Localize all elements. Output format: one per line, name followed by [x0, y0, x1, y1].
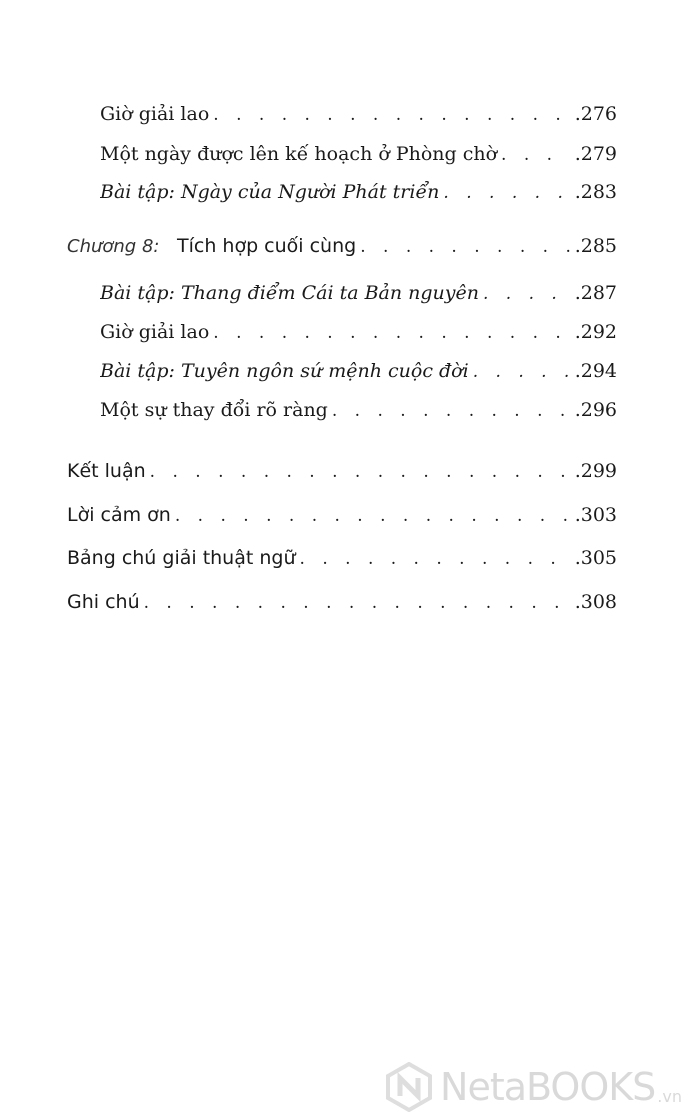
toc-entry-title: Ghi chú	[67, 591, 140, 613]
toc-entry	[100, 143, 617, 173]
toc-leader-dots	[501, 145, 571, 165]
toc-entry-title: Giờ giải lao	[100, 321, 210, 343]
toc-page-number: .305	[574, 547, 617, 569]
toc-chapter-entry	[67, 235, 617, 265]
toc-entry	[100, 103, 617, 133]
toc-backmatter-entry	[67, 547, 617, 577]
toc-entry	[100, 399, 617, 429]
toc-entry-title: Giờ giải lao	[100, 103, 210, 125]
toc-backmatter-entry	[67, 504, 617, 534]
toc-leader-dots	[150, 462, 571, 482]
toc-page-number: .283	[574, 181, 617, 203]
toc-page-number: .303	[574, 504, 617, 526]
toc-entry-prefix: Bài tập:	[100, 360, 175, 382]
toc-entry-exercise	[100, 360, 617, 390]
toc-entry-title: Thang điểm Cái ta Bản nguyên	[180, 282, 479, 304]
toc-page-number: .308	[574, 591, 617, 613]
toc-leader-dots	[213, 105, 570, 125]
toc-entry-exercise	[100, 282, 617, 312]
toc-entry-title: Lời cảm ơn	[67, 504, 171, 526]
toc-leader-dots	[443, 183, 570, 203]
toc-backmatter-entry	[67, 591, 617, 621]
toc-entry-prefix: Bài tập:	[100, 282, 175, 304]
watermark	[384, 1062, 682, 1112]
watermark-brand: NetaBOOKS	[440, 1065, 656, 1109]
toc-page-number: .294	[574, 360, 617, 382]
toc-leader-dots	[360, 237, 570, 257]
toc-page-number: .287	[574, 282, 617, 304]
toc-page-number: .299	[574, 460, 617, 482]
toc-leader-dots	[300, 549, 571, 569]
watermark-suffix: .vn	[657, 1087, 682, 1106]
toc-leader-dots	[175, 506, 571, 526]
toc-entry-title: Tuyên ngôn sứ mệnh cuộc đời	[180, 360, 469, 382]
toc-page-number: .292	[574, 321, 617, 343]
toc-chapter-number: Chương 8:	[67, 236, 160, 257]
toc-leader-dots	[473, 362, 571, 382]
toc-entry-title: Một ngày được lên kế hoạch ở Phòng chờ	[100, 143, 498, 165]
toc-backmatter-entry	[67, 460, 617, 490]
toc-leader-dots	[144, 593, 571, 613]
toc-entry	[100, 321, 617, 351]
toc-entry-title: Kết luận	[67, 460, 146, 482]
toc-leader-dots	[332, 401, 571, 421]
toc-page-number: .296	[574, 399, 617, 421]
toc-page-number: .276	[574, 103, 617, 125]
toc-leader-dots	[483, 284, 571, 304]
netabooks-logo-icon	[384, 1062, 434, 1112]
toc-entry-title: Bảng chú giải thuật ngữ	[67, 547, 296, 569]
toc-page-number: .279	[574, 143, 617, 165]
toc-leader-dots	[213, 323, 570, 343]
toc-entry-exercise	[100, 181, 617, 211]
toc-entry-title: Ngày của Người Phát triển	[180, 181, 440, 203]
toc-page-number: .285	[574, 235, 617, 257]
toc-entry-title: Một sự thay đổi rõ ràng	[100, 399, 328, 421]
toc-chapter-title: Tích hợp cuối cùng	[177, 235, 357, 257]
toc-entry-prefix: Bài tập:	[100, 181, 175, 203]
